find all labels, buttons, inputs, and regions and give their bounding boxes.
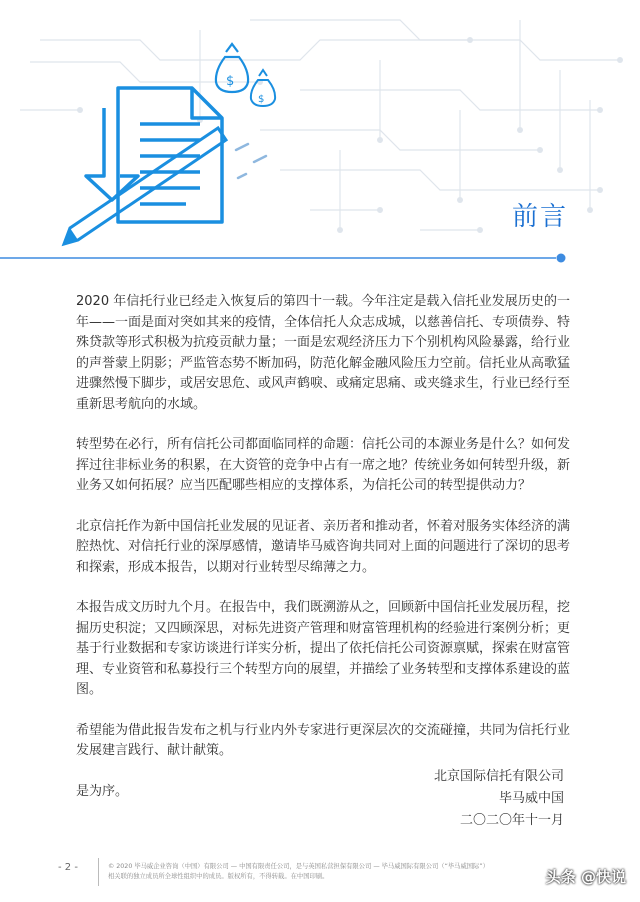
- signature-org-2: 毕马威中国: [498, 791, 564, 806]
- page-footer: [0, 856, 640, 896]
- footer-divider: [98, 858, 99, 886]
- preface-body: [76, 292, 570, 822]
- legal-line-2: 相关联的独立成员所全球性组织中的成员。版权所有，不得转载。在中国印刷。: [108, 872, 329, 880]
- paragraph: 本报告成文历时九个月。在报告中，我们既溯游从之，回顾新中国信托业发展历程，挖掘历史积淀；又四顾深思，对标先进资产管理和财富管理机构的经验进行案例分析；更基于行业数据和专家访谈进行详实分析，提出了依托信托公司资源禀赋，探索在财富管理、专业资管和私募投行三个转型方向的展望，并描绘了业务转型和支撑体系建设的蓝图。: [76, 600, 571, 697]
- watermark: 头条 @快说: [545, 868, 626, 886]
- hero-banner: [0, 0, 640, 272]
- signature-block: [434, 766, 564, 832]
- paragraph: 2020 年信托行业已经走入恢复后的第四十一载。今年注定是载入信托业发展历史的一年——一面是面对突如其来的疫情，全体信托人众志成城，以慈善信托、专项债券、特殊贷款等形式积极为抗疫贡献力量；一面是宏观经济压力下个别机构风险暴露，给行业的声誉蒙上阴影；严监管态势不断加码，防范化解金融风险压力空前。信托业从高歌猛进骤然慢下脚步，或居安思危、或风声鹤唳、或痛定思痛、或夹缝求生，行业已经行至重新思考航向的水域。: [76, 294, 571, 412]
- signature-date: 二〇二〇年十一月: [459, 813, 564, 828]
- paragraph: 希望能为借此报告发布之机与行业内外专家进行更深层次的交流碰撞，共同为信托行业发展建言践行、献计献策。: [76, 722, 571, 758]
- svg-text:$: $: [226, 74, 235, 89]
- money-bag-icon: [251, 70, 275, 106]
- money-bag-icon: [216, 44, 248, 92]
- paragraph: 是为序。: [76, 783, 129, 799]
- signature-org-1: 北京国际信托有限公司: [433, 769, 564, 784]
- paragraph: 北京信托作为新中国信托业发展的见证者、亲历者和推动者，怀着对服务实体经济的满腔热忱、对信托行业的深厚感情，邀请毕马威咨询共同对上面的问题进行了深切的思考和探索，形成本报告，以期对行业转型尽绵薄之力。: [76, 518, 571, 575]
- pencil-icon: [64, 128, 226, 244]
- svg-text:$: $: [258, 94, 265, 105]
- paragraph: 转型势在必行，所有信托公司都面临同样的命题：信托公司的本源业务是什么？如何发挥过往非标业务的积累，在大资管的竞争中占有一席之地？传统业务如何转型升级，新业务又如何拓展？应当匹配哪些相应的支撑体系，为信托公司的转型提供动力？: [76, 437, 571, 493]
- page-number: - 2 -: [58, 862, 78, 873]
- legal-line-1: © 2020 毕马威企业咨询（中国）有限公司 — 中国有限责任公司，是与英国私营担保有限公司 — 毕马威国际有限公司（“毕马威国际”）: [108, 863, 489, 870]
- page-title: 前言: [511, 202, 568, 232]
- legal-notice: [108, 862, 528, 881]
